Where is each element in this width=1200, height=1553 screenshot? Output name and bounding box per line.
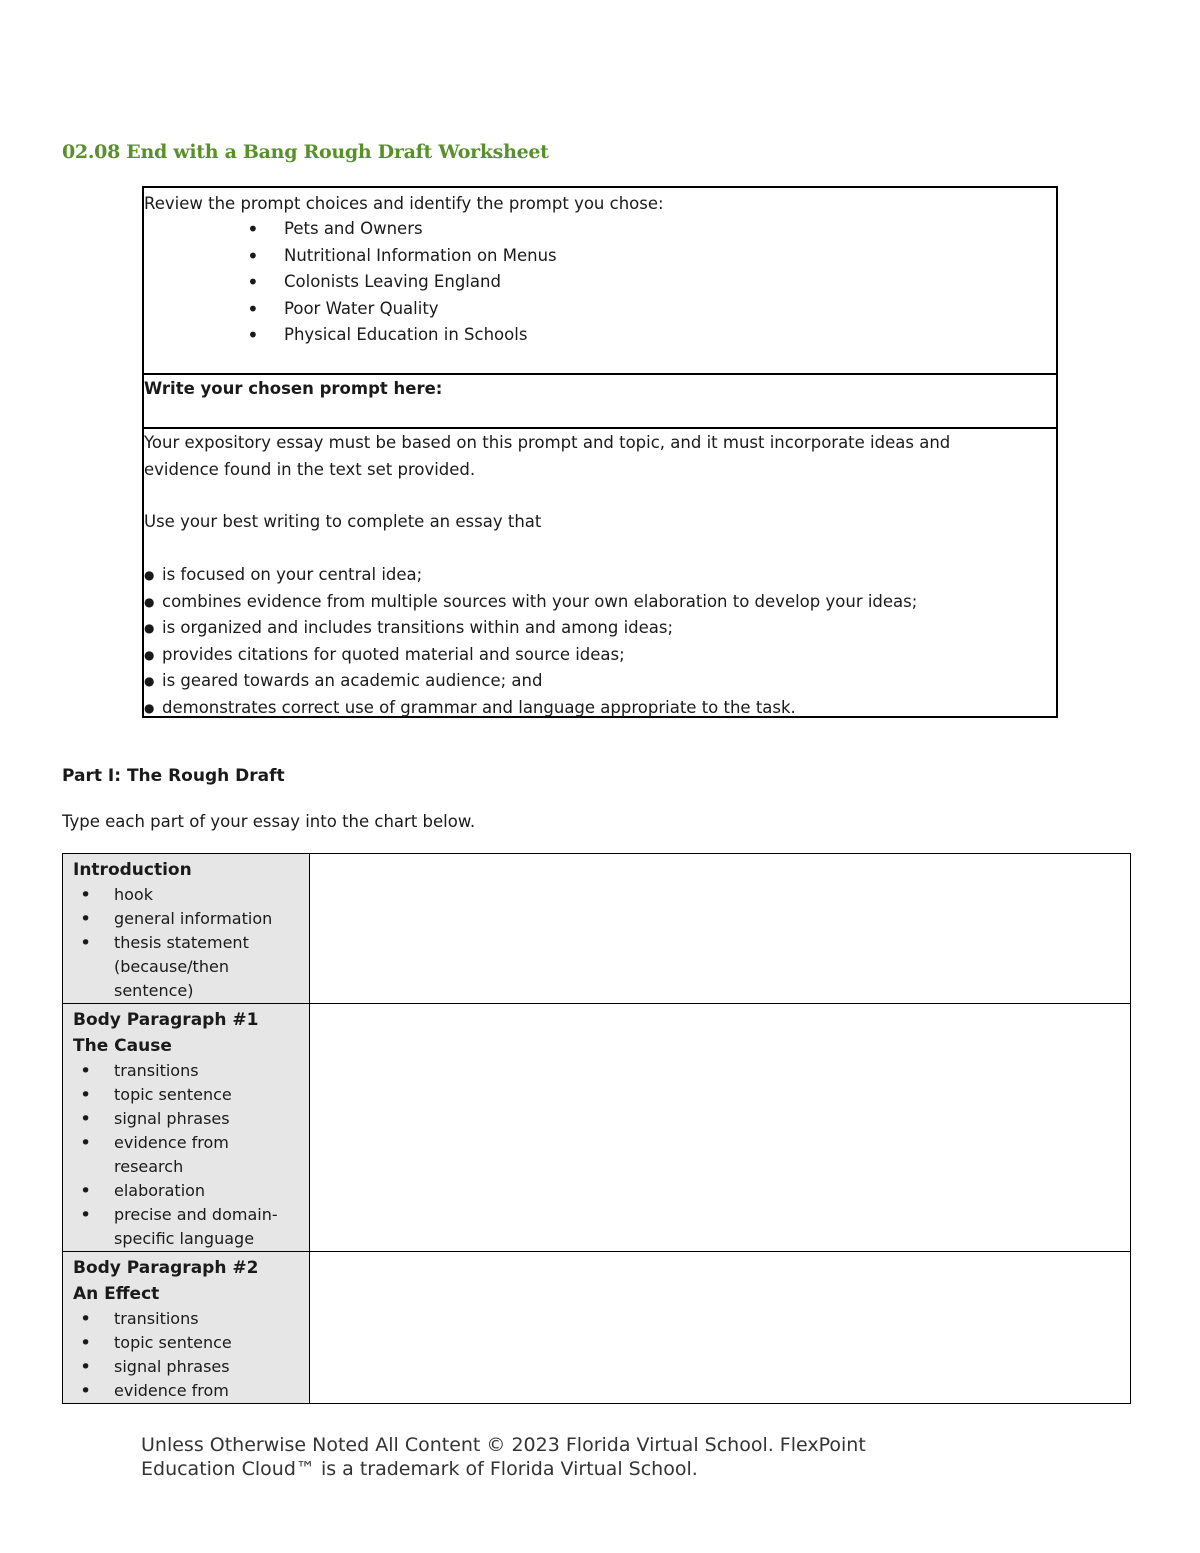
checklist-item: • evidence from research [73, 1131, 301, 1179]
checklist-item: • topic sentence [73, 1331, 301, 1355]
document-title: 02.08 End with a Bang Rough Draft Worksheet [62, 141, 549, 163]
footer-line-2: Education Cloud™ is a trademark of Florida Virtual School. [141, 1458, 698, 1480]
instructions-line-2: evidence found in the text set provided. [144, 460, 476, 479]
introduction-label-cell [63, 854, 310, 1004]
chosen-prompt-label: Write your chosen prompt here: [144, 379, 443, 398]
prompt-choice: • Nutritional Information on Menus [144, 243, 557, 270]
requirement-item: ● is organized and includes transitions within and among ideas; [144, 615, 917, 642]
checklist-item: • hook [73, 883, 301, 907]
checklist-item: • transitions [73, 1059, 301, 1083]
requirement-item: ● demonstrates correct use of grammar and language appropriate to the task. [144, 695, 917, 722]
requirement-item: ● provides citations for quoted material and source ideas; [144, 642, 917, 669]
instructions-line-1: Your expository essay must be based on this prompt and topic, and it must incorporate ideas and [144, 433, 951, 452]
introduction-response-field[interactable] [310, 854, 1131, 1004]
prompt-choice: • Physical Education in Schools [144, 322, 557, 349]
table-row-body-paragraph-2 [63, 1252, 1131, 1404]
table-row-introduction [63, 854, 1131, 1004]
requirement-item: ● is focused on your central idea; [144, 562, 917, 589]
prompt-choice: • Colonists Leaving England [144, 269, 557, 296]
checklist-item: • precise and domain-specific language [73, 1203, 301, 1251]
checklist-item: • evidence from [73, 1379, 301, 1403]
checklist-item: • topic sentence [73, 1083, 301, 1107]
checklist [73, 1307, 301, 1403]
part-heading: Part I: The Rough Draft [62, 766, 285, 786]
body2-label-cell [63, 1252, 310, 1404]
section-subtitle: The Cause [73, 1036, 172, 1056]
requirement-item: ● is geared towards an academic audience; and [144, 668, 917, 695]
checklist-item: • signal phrases [73, 1107, 301, 1131]
section-title: Body Paragraph #2 [73, 1258, 259, 1278]
section-title: Introduction [73, 860, 192, 880]
checklist [73, 1059, 301, 1251]
checklist [73, 883, 301, 1003]
section-subtitle: An Effect [73, 1284, 160, 1304]
checklist-item: • thesis statement (because/then sentence) [73, 931, 301, 1003]
copyright-footer [141, 1433, 1001, 1481]
prompt-choice: • Poor Water Quality [144, 296, 557, 323]
prompt-box [142, 186, 1058, 718]
table-row-body-paragraph-1 [63, 1004, 1131, 1252]
checklist-item: • general information [73, 907, 301, 931]
part-instructions: Type each part of your essay into the chart below. [62, 812, 476, 831]
prompt-choice: • Pets and Owners [144, 216, 557, 243]
checklist-item: • transitions [73, 1307, 301, 1331]
prompt-choices-list [144, 216, 557, 349]
requirements-list [144, 562, 917, 721]
footer-line-1: Unless Otherwise Noted All Content © 2023 Florida Virtual School. FlexPoint [141, 1434, 866, 1456]
prompt-choices-section [144, 188, 1056, 375]
rough-draft-table [62, 853, 1131, 1404]
use-best-writing: Use your best writing to complete an essay that [144, 512, 542, 531]
checklist-item: • elaboration [73, 1179, 301, 1203]
body1-label-cell [63, 1004, 310, 1252]
body2-response-field[interactable] [310, 1252, 1131, 1404]
chosen-prompt-section[interactable] [144, 375, 1056, 429]
essay-requirements-section [144, 429, 1056, 716]
prompt-intro: Review the prompt choices and identify the prompt you chose: [144, 194, 664, 213]
body1-response-field[interactable] [310, 1004, 1131, 1252]
checklist-item: • signal phrases [73, 1355, 301, 1379]
section-title: Body Paragraph #1 [73, 1010, 259, 1030]
requirement-item: ● combines evidence from multiple sources with your own elaboration to develop your ideas; [144, 589, 917, 616]
